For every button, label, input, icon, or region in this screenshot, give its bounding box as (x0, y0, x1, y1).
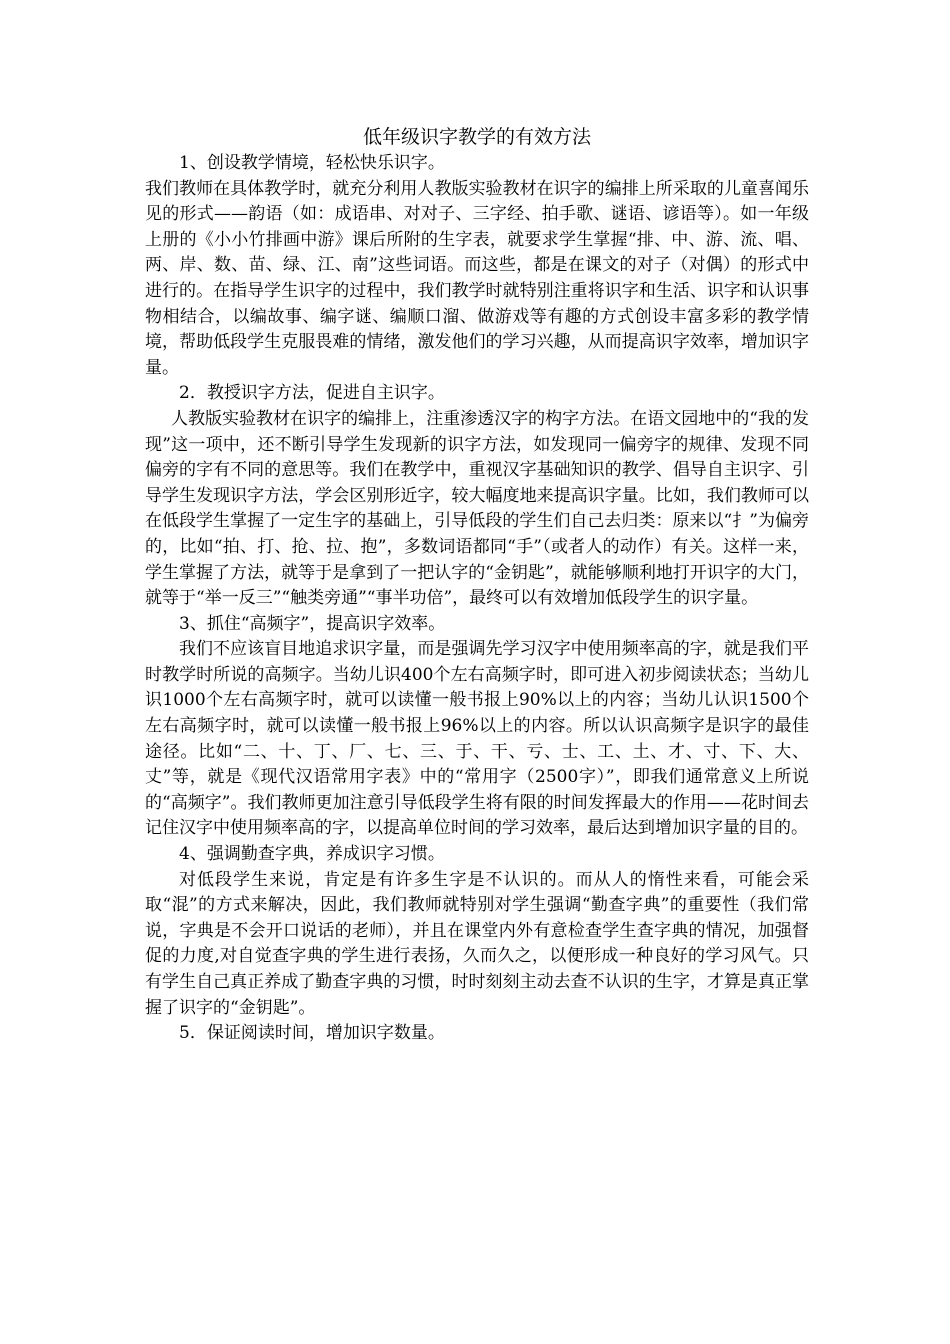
document-body (145, 123, 809, 1047)
section-4-body: 对低段学生来说，肯定是有许多生字是不认识的。而从人的惰性来看，可能会采取“混”的方式来解决，因此，我们教师就特别对学生强调“勤查字典”的重要性（我们常说，字典是不会开口说话的老师），并且在课堂内外有意检查学生查字典的情况，加强督促的力度,对自觉查字典的学生进行表扬，久而久之，以便形成一种良好的学习风气。只有学生自己真正养成了勤查字典的习惯，时时刻刻主动去查不认识的生字，才算是真正掌握了识字的“金钥匙”。 (145, 869, 809, 1018)
section-2-heading: 2．教授识字方法，促进自主识字。 (179, 383, 445, 404)
section-5-heading: 5．保证阅读时间，增加识字数量。 (179, 1023, 445, 1044)
section-3-body: 我们不应该盲目地追求识字量，而是强调先学习汉字中使用频率高的字，就是我们平时教学时所说的高频字。当幼儿识400个左右高频字时，即可进入初步阅读状态；当幼儿识1000个左右高频字时，就可以读懂一般书报上90%以上的内容；当幼儿认识1500个左右高频字时，就可以读懂一般书报上96%以上的内容。所以认识高频字是识字的最佳途径。比如“二、十、丁、厂、七、三、于、干、亏、士、工、土、才、寸、下、大、丈”等，就是《现代汉语常用字表》中的“常用字（2500字）”，即我们通常意义上所说的“高频字”。我们教师更加注意引导低段学生将有限的时间发挥最大的作用——花时间去记住汉字中使用频率高的字，以提高单位时间的学习效率，最后达到增加识字量的目的。 (145, 639, 809, 839)
section-2-body: 人教版实验教材在识字的编排上，注重渗透汉字的构字方法。在语文园地中的“我的发现”这一项中，还不断引导学生发现新的识字方法，如发现同一偏旁字的规律、发现不同偏旁的字有不同的意思等。我们在教学中，重视汉字基础知识的教学、倡导自主识字、引导学生发现识字方法，学会区别形近字，较大幅度地来提高识字量。比如，我们教师可以在低段学生掌握了一定生字的基础上，引导低段的学生们自己去归类：原来以“扌”为偏旁的，比如“拍、打、抢、拉、抱”，多数词语都同“手”（或者人的动作）有关。这样一来，学生掌握了方法，就等于是拿到了一把认字的“金钥匙”，就能够顺利地打开识字的大门，就等于“举一反三”“触类旁通”“事半功倍”，最终可以有效增加低段学生的识字量。 (145, 408, 809, 609)
section-1-body: 我们教师在具体教学时，就充分利用人教版实验教材在识字的编排上所采取的儿童喜闻乐见的形式——韵语（如：成语串、对对子、三字经、拍手歌、谜语、谚语等）。如一年级上册的《小小竹排画中游》课后所附的生字表，就要求学生掌握“排、中、游、流、唱、两、岸、数、苗、绿、江、南”这些词语。而这些，都是在课文的对子（对偶）的形式中进行的。在指导学生识字的过程中，我们教学时就特别注重将识字和生活、识字和认识事物相结合，以编故事、编字谜、编顺口溜、做游戏等有趣的方式创设丰富多彩的教学情境，帮助低段学生克服畏难的情绪，激发他们的学习兴趣，从而提高识字效率，增加识字量。 (145, 178, 809, 378)
document-title: 低年级识字教学的有效方法 (362, 126, 591, 148)
section-3-heading: 3、抓住“高频字”，提高识字效率。 (179, 613, 446, 634)
section-1-heading: 1、创设教学情境，轻松快乐识字。 (179, 153, 445, 173)
section-4-heading: 4、强调勤查字典，养成识字习惯。 (179, 844, 445, 865)
